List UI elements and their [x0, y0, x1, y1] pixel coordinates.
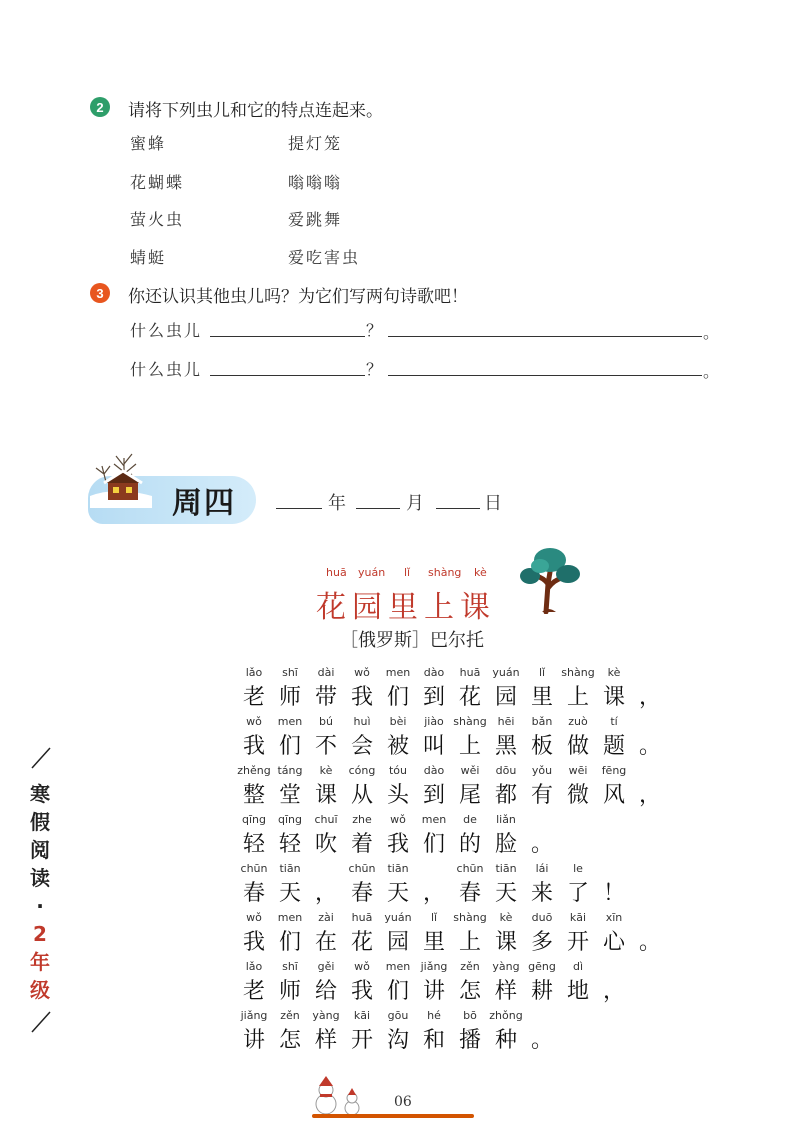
pinyin-syllable: lǐ	[538, 666, 546, 679]
poem-char: 怎	[278, 1028, 301, 1053]
poem-char: 花	[458, 685, 481, 710]
pinyin-syllable: yàng	[312, 1009, 340, 1022]
pinyin-syllable: lǎo	[245, 666, 263, 679]
poem-author: ［俄罗斯］巴尔托	[340, 630, 484, 651]
pinyin-syllable: tiān	[387, 862, 409, 875]
year-blank[interactable]	[276, 508, 322, 509]
poem-char: 课	[314, 783, 337, 808]
question-2-badge: 2	[90, 97, 110, 117]
poem-char: 们	[422, 832, 445, 857]
pinyin-syllable: zuò	[568, 715, 588, 728]
pinyin-syllable: jiǎng	[420, 960, 448, 973]
pinyin-syllable: dōu	[495, 764, 517, 777]
pinyin-syllable: huā	[459, 666, 481, 679]
pinyin-syllable: wǒ	[390, 813, 406, 826]
pinyin-syllable: men	[385, 666, 411, 679]
answer-row-1-end: 。	[703, 323, 722, 342]
question-3-badge: 3	[90, 283, 110, 303]
poem-char: ，	[602, 979, 625, 1004]
answer-row-2-insect-blank[interactable]	[210, 375, 365, 376]
month-blank[interactable]	[356, 508, 400, 509]
poem-char: 了	[566, 881, 589, 906]
poem-char: 们	[278, 734, 301, 759]
answer-row-2-end: 。	[703, 362, 722, 381]
title-pinyin-3: lǐ	[404, 566, 411, 579]
pinyin-syllable: tiān	[495, 862, 517, 875]
answer-row-1-poem-blank[interactable]	[388, 336, 702, 337]
pinyin-syllable: bō	[463, 1009, 477, 1022]
pinyin-syllable: zhěng	[237, 764, 271, 777]
grade-char-2: 级	[30, 978, 50, 1002]
poem-char: 都	[494, 783, 517, 808]
pinyin-syllable: yǒu	[531, 764, 553, 777]
side-char-3: 阅	[30, 838, 50, 862]
poem-char: 们	[386, 979, 409, 1004]
poem-char: 播	[458, 1028, 481, 1053]
side-divider-top	[28, 746, 54, 770]
title-pinyin-1: huā	[326, 566, 347, 579]
poem-char: 园	[386, 930, 409, 955]
poem-char: 讲	[242, 1028, 265, 1053]
poem-char: 做	[566, 734, 589, 759]
pinyin-syllable: lǎo	[245, 960, 263, 973]
poem-char: ！	[602, 881, 625, 906]
pinyin-syllable: kè	[607, 666, 621, 679]
answer-row-1-insect-blank[interactable]	[210, 336, 365, 337]
pinyin-syllable: zài	[318, 911, 334, 924]
page-number: 06	[394, 1094, 412, 1110]
poem-char: 到	[422, 685, 445, 710]
pinyin-syllable: hé	[427, 1009, 441, 1022]
pinyin-syllable: bèi	[389, 715, 407, 728]
insect-1: 蜜蜂	[130, 134, 167, 153]
pinyin-syllable: zěn	[460, 960, 480, 973]
poem-char: 会	[350, 734, 373, 759]
trait-2: 嗡嗡嗡	[288, 173, 343, 192]
snowy-house-icon	[86, 452, 156, 508]
pinyin-syllable: de	[463, 813, 477, 826]
answer-row-1-label: 什么虫儿	[130, 321, 203, 340]
pinyin-syllable: kè	[319, 764, 333, 777]
poem-char: 春	[350, 881, 373, 906]
pinyin-syllable: bǎn	[531, 715, 553, 728]
poem-char: 微	[566, 783, 589, 808]
pinyin-syllable: jiǎng	[240, 1009, 268, 1022]
pinyin-syllable: chūn	[456, 862, 484, 875]
poem-char: 有	[530, 783, 553, 808]
poem-char: 和	[422, 1028, 445, 1053]
poem-char: 师	[278, 685, 301, 710]
pinyin-syllable: wěi	[460, 764, 480, 777]
poem-char: 老	[242, 685, 265, 710]
pinyin-syllable: huā	[351, 911, 373, 924]
poem-char: 课	[494, 930, 517, 955]
question-2-prompt: 请将下列虫儿和它的特点连起来。	[128, 101, 383, 121]
question-3-prompt: 你还认识其他虫儿吗？为它们写两句诗歌吧！	[128, 287, 468, 307]
poem-char: 里	[530, 685, 553, 710]
week-label: 周四	[172, 486, 236, 521]
poem-char: 我	[350, 979, 373, 1004]
pinyin-syllable: lǐ	[430, 911, 438, 924]
poem-char: 耕	[530, 979, 553, 1004]
grade-char-1: 年	[30, 950, 50, 974]
answer-row-2-poem-blank[interactable]	[388, 375, 702, 376]
pinyin-syllable: tiān	[279, 862, 301, 875]
pinyin-syllable: tóu	[388, 764, 407, 777]
trait-3: 爱跳舞	[288, 210, 343, 229]
pinyin-syllable: chūn	[348, 862, 376, 875]
pinyin-syllable: men	[421, 813, 447, 826]
poem-char: 们	[386, 685, 409, 710]
pinyin-syllable: zěn	[280, 1009, 300, 1022]
side-char-2: 假	[30, 810, 50, 834]
side-label	[28, 780, 52, 1004]
pinyin-syllable: zhǒng	[489, 1009, 523, 1022]
poem-char: 课	[602, 685, 625, 710]
poem-char: 们	[278, 930, 301, 955]
poem-title: 花园里上课	[316, 590, 496, 625]
poem-char: 心	[602, 930, 625, 955]
pinyin-syllable: duō	[531, 911, 553, 924]
poem-char: 园	[494, 685, 517, 710]
poem-char: 。	[638, 930, 661, 955]
pinyin-syllable: fēng	[601, 764, 627, 777]
trait-4: 爱吃害虫	[288, 248, 361, 267]
poem-char: 堂	[278, 783, 301, 808]
poem-char: 沟	[386, 1028, 409, 1053]
poem-char: 给	[314, 979, 337, 1004]
poem-char: 老	[242, 979, 265, 1004]
answer-row-1-q: ？	[366, 321, 385, 340]
poem-char: 开	[350, 1028, 373, 1053]
poem-char: 。	[638, 734, 661, 759]
poem-char: 我	[350, 685, 373, 710]
poem-char: 吹	[314, 832, 337, 857]
answer-row-2-q: ？	[366, 360, 385, 379]
poem-char: ，	[314, 881, 337, 906]
pinyin-syllable: wǒ	[354, 666, 370, 679]
pinyin-syllable: gěi	[317, 960, 335, 973]
poem-char: 春	[458, 881, 481, 906]
poem-char: 整	[242, 783, 265, 808]
pinyin-syllable: dào	[423, 764, 445, 777]
pinyin-syllable: táng	[277, 764, 303, 777]
poem-char: 从	[350, 783, 373, 808]
side-char-4: 读	[30, 866, 50, 890]
poem-char: 到	[422, 783, 445, 808]
pinyin-syllable: xīn	[605, 911, 623, 924]
poem-char: 怎	[458, 979, 481, 1004]
poem-char: 地	[566, 979, 589, 1004]
pinyin-syllable: kāi	[569, 911, 587, 924]
side-divider-bottom	[28, 1010, 54, 1034]
pinyin-syllable: wǒ	[246, 715, 262, 728]
poem-char: 花	[350, 930, 373, 955]
pinyin-syllable: qīng	[242, 813, 266, 826]
pinyin-syllable: zhe	[352, 813, 372, 826]
pinyin-syllable: chuī	[314, 813, 338, 826]
pinyin-syllable: dì	[572, 960, 584, 973]
poem-char: 样	[314, 1028, 337, 1053]
pinyin-syllable: kāi	[353, 1009, 371, 1022]
pinyin-syllable: lái	[535, 862, 549, 875]
pinyin-syllable: wēi	[568, 764, 588, 777]
pinyin-syllable: wǒ	[246, 911, 262, 924]
poem-char: 头	[386, 783, 409, 808]
pinyin-syllable: cóng	[348, 764, 376, 777]
poem-char: ，	[638, 685, 661, 710]
pinyin-syllable: shàng	[561, 666, 595, 679]
poem-char: 脸	[494, 832, 517, 857]
year-label: 年	[328, 493, 348, 514]
poem-char: 被	[386, 734, 409, 759]
poem-char: 来	[530, 881, 553, 906]
poem-char: 天	[386, 881, 409, 906]
tree-icon	[516, 544, 584, 614]
poem-char: 轻	[278, 832, 301, 857]
trait-1: 提灯笼	[288, 134, 343, 153]
poem-char: 上	[458, 930, 481, 955]
pinyin-syllable: shī	[282, 666, 298, 679]
poem-char: 多	[530, 930, 553, 955]
pinyin-syllable: dài	[317, 666, 335, 679]
poem-char: 风	[602, 783, 625, 808]
pinyin-syllable: jiào	[424, 715, 444, 728]
poem-char: 尾	[458, 783, 481, 808]
poem-char: 不	[314, 734, 337, 759]
pinyin-syllable: qīng	[278, 813, 302, 826]
pinyin-syllable: men	[385, 960, 411, 973]
pinyin-syllable: hēi	[497, 715, 515, 728]
pinyin-syllable: shàng	[453, 911, 487, 924]
poem-char: 样	[494, 979, 517, 1004]
title-pinyin-4: shàng	[428, 566, 462, 579]
poem-char: 。	[530, 832, 553, 857]
pinyin-syllable: dào	[423, 666, 445, 679]
poem-char: 我	[242, 930, 265, 955]
poem-char: 上	[458, 734, 481, 759]
pinyin-syllable: shàng	[453, 715, 487, 728]
pinyin-syllable: shī	[282, 960, 298, 973]
pinyin-syllable: le	[573, 862, 583, 875]
poem-char: 的	[458, 832, 481, 857]
day-label: 日	[484, 493, 504, 514]
side-dot: ·	[36, 894, 44, 918]
month-label: 月	[406, 493, 426, 514]
pinyin-syllable: bú	[319, 715, 333, 728]
pinyin-syllable: yuán	[492, 666, 520, 679]
poem-char: 师	[278, 979, 301, 1004]
poem-char: 春	[242, 881, 265, 906]
pinyin-syllable: yuán	[384, 911, 412, 924]
poem-char: 黑	[494, 734, 517, 759]
pinyin-syllable: gēng	[528, 960, 556, 973]
footer-bar	[312, 1114, 474, 1118]
answer-row-2-label: 什么虫儿	[130, 360, 203, 379]
poem-char: 上	[566, 685, 589, 710]
poem-char: ，	[638, 783, 661, 808]
poem-char: 轻	[242, 832, 265, 857]
poem-char: 。	[530, 1028, 553, 1053]
poem-char: ，	[422, 881, 445, 906]
pinyin-syllable: yàng	[492, 960, 520, 973]
insect-2: 花蝴蝶	[130, 173, 185, 192]
pinyin-syllable: kè	[499, 911, 513, 924]
grade-number: 2	[33, 922, 47, 946]
snowman-icon	[308, 1074, 366, 1116]
poem-char: 天	[278, 881, 301, 906]
title-pinyin-2: yuán	[358, 566, 386, 579]
poem-char: 我	[242, 734, 265, 759]
poem-char: 着	[350, 832, 373, 857]
poem-char: 带	[314, 685, 337, 710]
poem-char: 我	[386, 832, 409, 857]
title-pinyin-5: kè	[474, 566, 487, 579]
pinyin-syllable: huì	[353, 715, 371, 728]
side-char-1: 寒	[30, 782, 50, 806]
pinyin-syllable: chūn	[240, 862, 268, 875]
pinyin-syllable: men	[277, 911, 303, 924]
pinyin-syllable: men	[277, 715, 303, 728]
poem-char: 板	[530, 734, 553, 759]
poem-char: 叫	[422, 734, 445, 759]
pinyin-syllable: liǎn	[496, 813, 516, 826]
poem-char: 天	[494, 881, 517, 906]
pinyin-syllable: tí	[610, 715, 618, 728]
poem-char: 种	[494, 1028, 517, 1053]
pinyin-syllable: gōu	[387, 1009, 409, 1022]
poem-char: 讲	[422, 979, 445, 1004]
poem-char: 在	[314, 930, 337, 955]
insect-3: 萤火虫	[130, 210, 185, 229]
pinyin-syllable: wǒ	[354, 960, 370, 973]
day-blank[interactable]	[436, 508, 480, 509]
poem-char: 里	[422, 930, 445, 955]
poem-char: 开	[566, 930, 589, 955]
insect-4: 蜻蜓	[130, 248, 167, 267]
poem-char: 题	[602, 734, 625, 759]
